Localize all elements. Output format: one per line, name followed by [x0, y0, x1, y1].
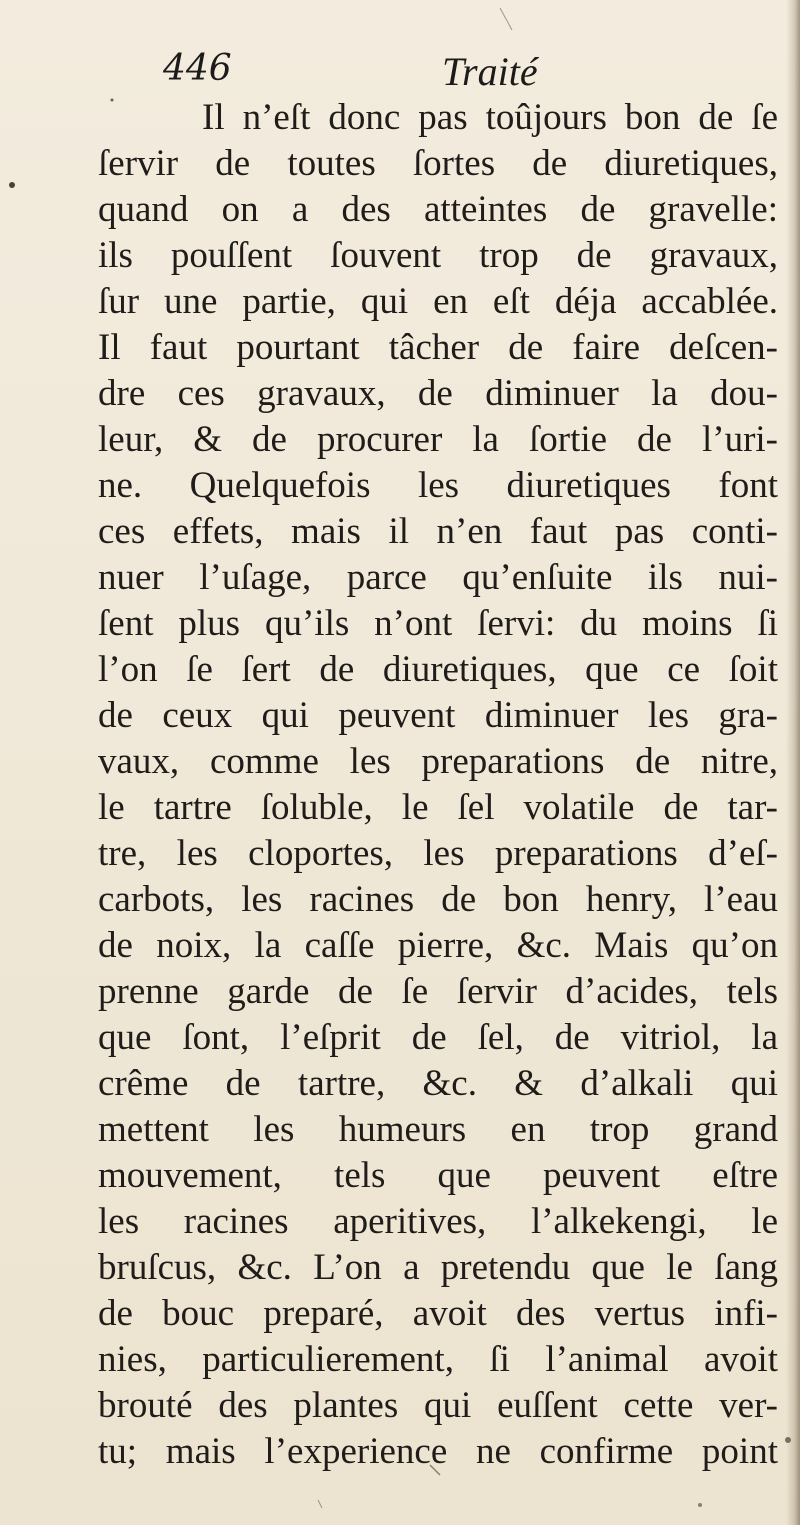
text-line: mettent les humeurs en trop grand: [98, 1109, 778, 1150]
text-line: ſent plus qu’ils n’ont ſervi: du moins ſi: [98, 603, 778, 644]
text-line: leur, & de procurer la ſortie de l’uri-: [98, 419, 778, 460]
text-line: les racines aperitives, l’alkekengi, le: [98, 1201, 778, 1242]
text-line: Il n’eſt donc pas toûjours bon de ſe: [202, 97, 778, 138]
text-line: prenne garde de ſe ſervir d’acides, tels: [98, 971, 778, 1012]
text-line: l’on ſe ſert de diuretiques, que ce ſoit: [98, 649, 778, 690]
running-title: Traité: [442, 49, 538, 94]
text-line: mouvement, tels que peuvent eſtre: [98, 1155, 778, 1196]
body-text: [98, 95, 778, 1475]
text-line: brouté des plantes qui euſſent cette ver-: [98, 1385, 778, 1426]
text-line: dre ces gravaux, de diminuer la dou-: [98, 373, 778, 414]
page-number: 446: [163, 48, 232, 89]
text-line: ſervir de toutes ſortes de diuretiques,: [98, 143, 778, 184]
text-line: bruſcus, &c. L’on a pretendu que le ſang: [98, 1247, 778, 1288]
text-line: quand on a des atteintes de gravelle:: [98, 189, 778, 230]
text-line: carbots, les racines de bon henry, l’eau: [98, 879, 778, 920]
running-header: [0, 40, 800, 100]
text-line: Il faut pourtant tâcher de faire deſcen-: [98, 327, 778, 368]
text-line: de noix, la caſſe pierre, &c. Mais qu’on: [98, 925, 778, 966]
text-line: que ſont, l’eſprit de ſel, de vitriol, la: [98, 1017, 778, 1058]
text-line: nies, particulierement, ſi l’animal avoit: [98, 1339, 778, 1380]
text-line: de ceux qui peuvent diminuer les gra-: [98, 695, 778, 736]
text-line: ſur une partie, qui en eſt déja accablée.: [98, 281, 778, 322]
text-line: ne. Quelquefois les diuretiques font: [98, 465, 778, 506]
text-line: de bouc preparé, avoit des vertus infi-: [98, 1293, 778, 1334]
text-line: ils pouſſent ſouvent trop de gravaux,: [98, 235, 778, 276]
text-line: ces effets, mais il n’en faut pas conti-: [98, 511, 778, 552]
text-line: crême de tartre, &c. & d’alkali qui: [98, 1063, 778, 1104]
text-line: le tartre ſoluble, le ſel volatile de tar-: [98, 787, 778, 828]
text-line: nuer l’uſage, parce qu’enſuite ils nui-: [98, 557, 778, 598]
text-line: tre, les cloportes, les preparations d’eſ-: [98, 833, 778, 874]
text-line: vaux, comme les preparations de nitre,: [98, 741, 778, 782]
text-line: tu; mais l’experience ne confirme point: [98, 1431, 778, 1472]
